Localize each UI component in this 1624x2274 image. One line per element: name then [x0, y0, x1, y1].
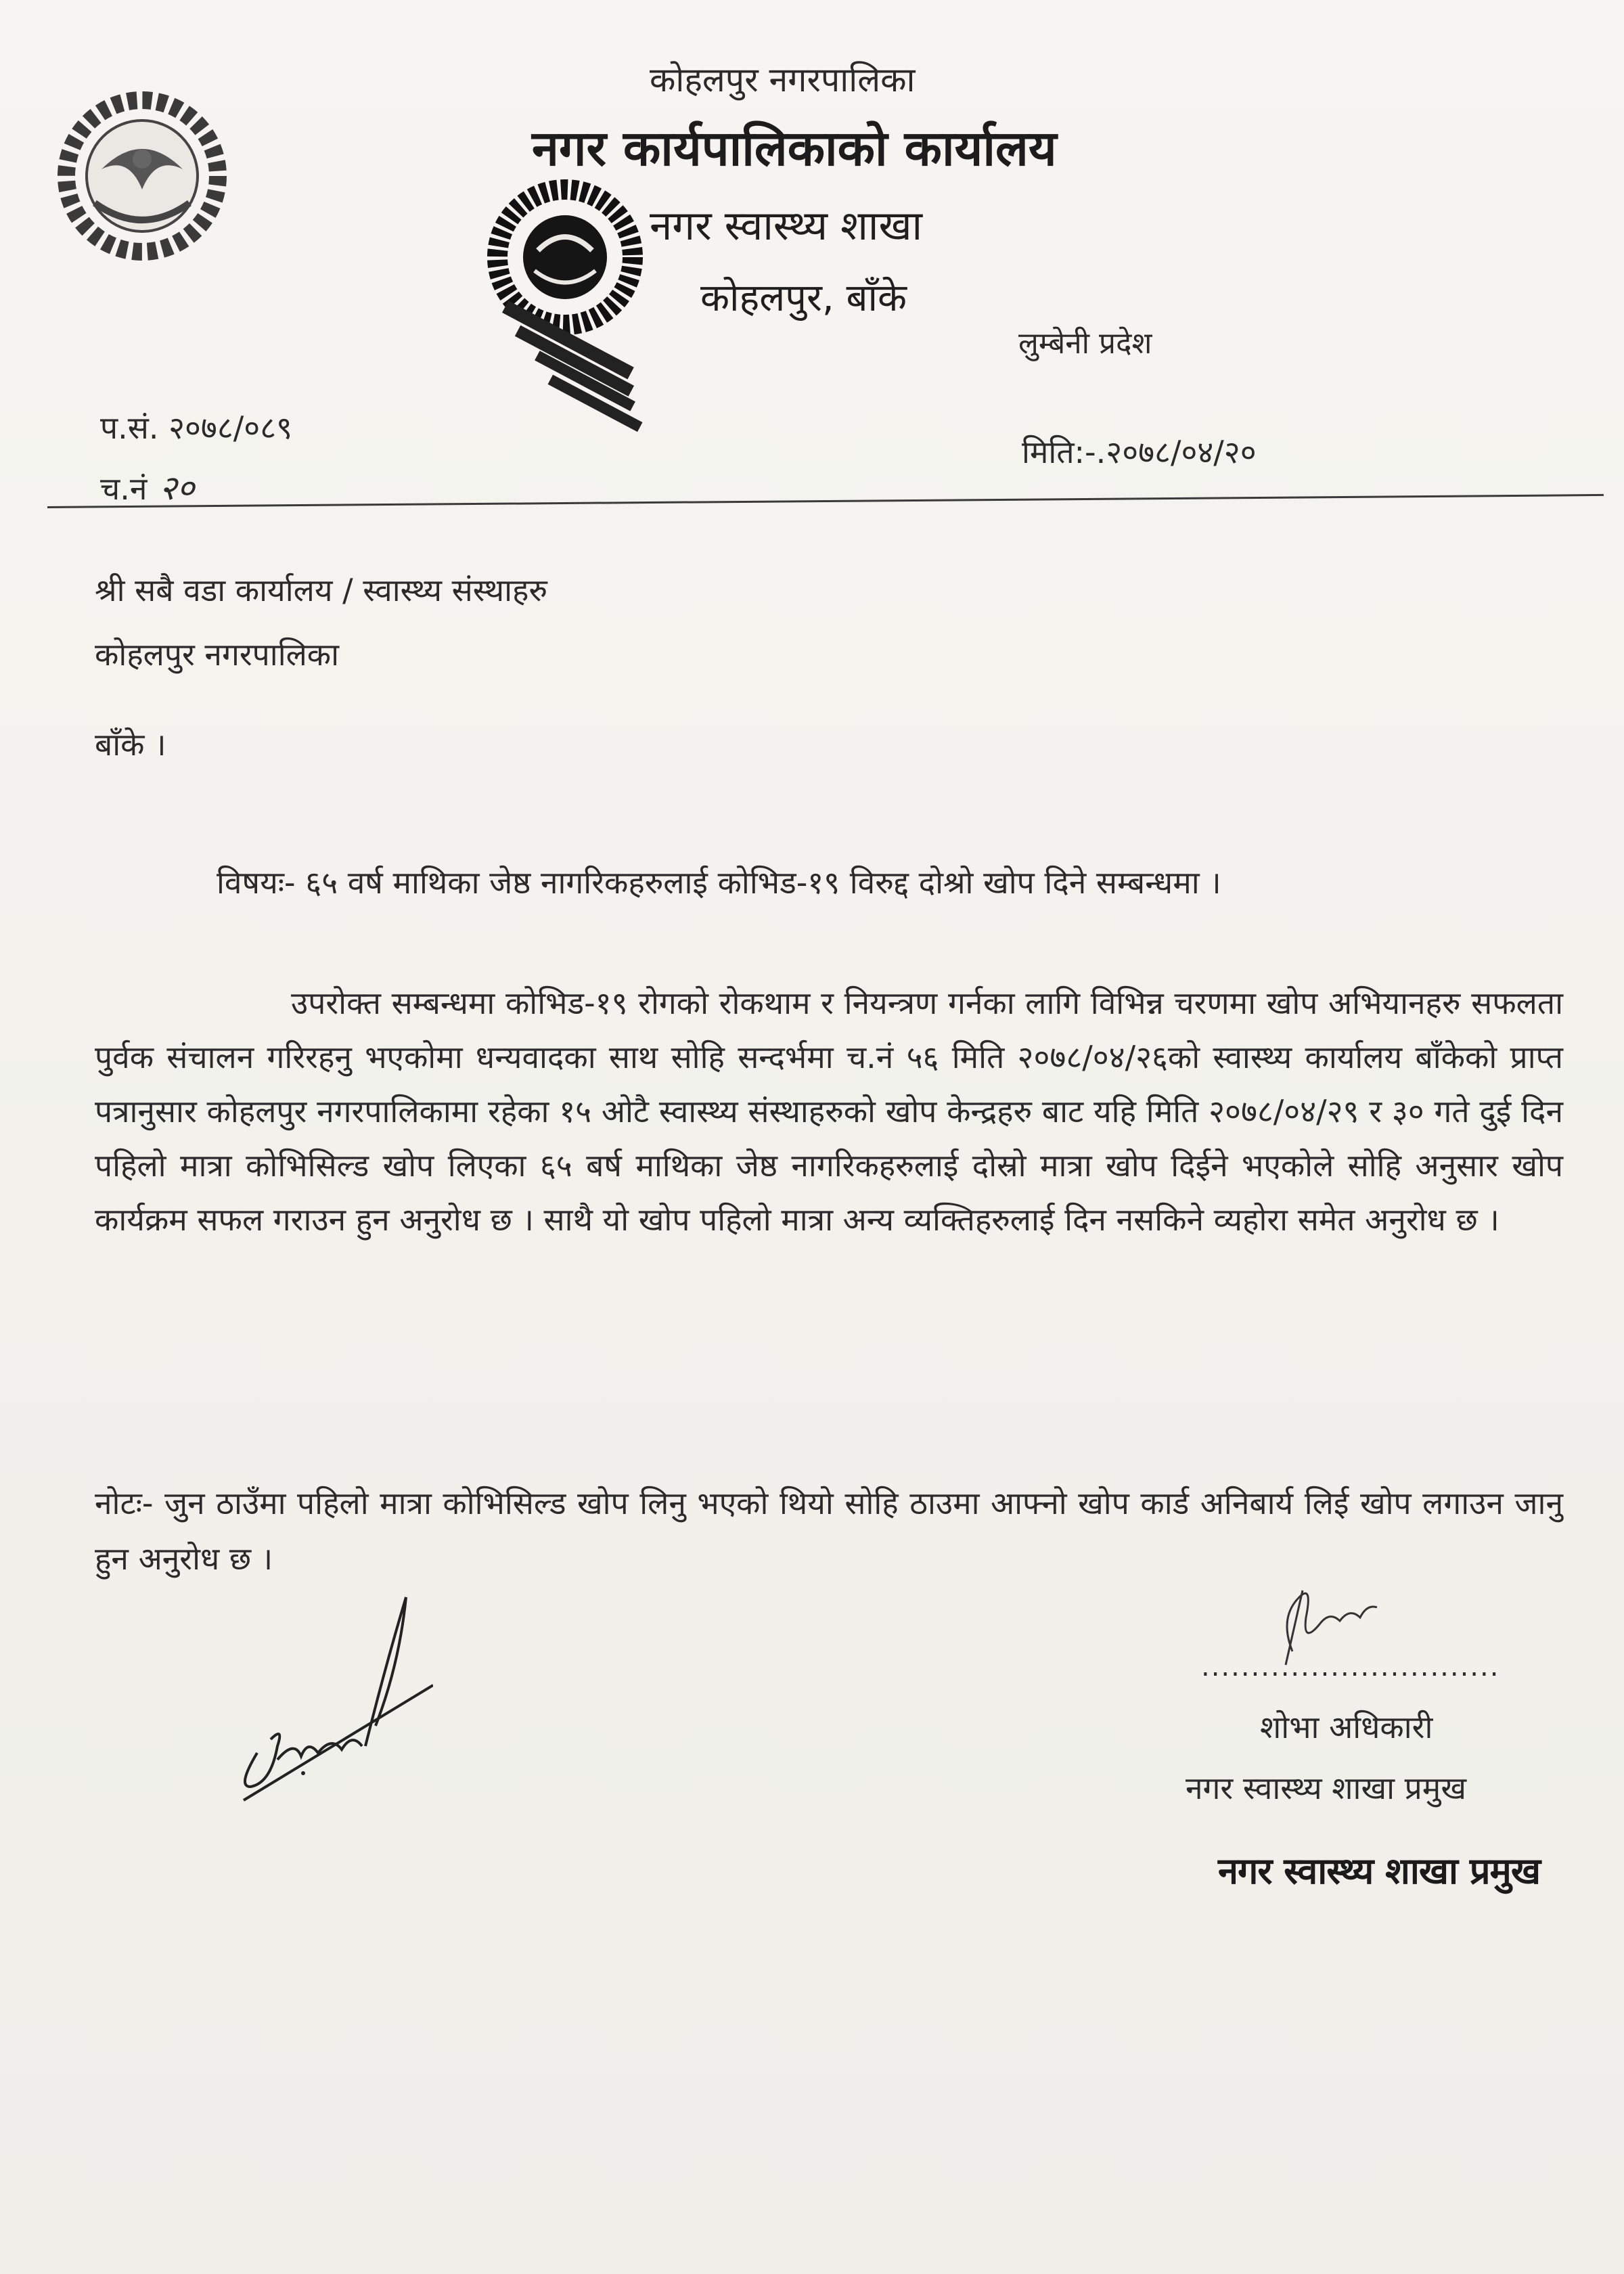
signature-line: .............................. [1201, 1651, 1500, 1682]
dispatch-number [100, 464, 194, 510]
office-name: नगर कार्यपालिकाको कार्यालय [532, 120, 1057, 177]
office-address: कोहलपुर, बाँके [700, 276, 907, 320]
left-signature [230, 1584, 433, 1814]
municipality-name: कोहलपुर नगरपालिका [650, 60, 916, 99]
role-stamp: नगर स्वास्थ्य शाखा प्रमुख [1218, 1850, 1541, 1892]
province-name: लुम्बेनी प्रदेश [1018, 326, 1152, 361]
recipient-line-1: श्री सबै वडा कार्यालय / स्वास्थ्य संस्थाहरु [95, 572, 547, 608]
letter-body: उपरोक्त सम्बन्धमा कोभिड-१९ रोगको रोकथाम र नियन्त्रण गर्नका लागि विभिन्न चरणमा खोप अभियानहरु सफलता पुर्वक संचालन गरिरहनु भएकोमा धन्यवादका साथ सोहि सन्दर्भमा च.नं ५६ मिति २०७८/०४/२६को स्वास्थ्य कार्यालय बाँकेको प्राप्त पत्रानुसार कोहलपुर नगरपालिकामा रहेका १५ ओटै स्वास्थ्य संस्थाहरुको खोप केन्द्रहरु बाट यहि मिति २०७८/०४/२९ र ३० गते दुई दिन पहिलो मात्रा कोभिसिल्ड खोप लिएका ६५ बर्ष माथिका जेष्ठ नागरिकहरुलाई दोस्रो मात्रा खोप दिईने भएकोले सोहि अनुसार खोप कार्यक्रम सफल गराउन हुन अनुरोध छ । साथै यो खोप पहिलो मात्रा अन्य व्यक्तिहरुलाई दिन नसकिने व्यहोरा समेत अनुरोध छ । [95, 985, 1563, 1238]
letter-note: नोटः- जुन ठाउँमा पहिलो मात्रा कोभिसिल्ड खोप लिनु भएको थियो सोहि ठाउमा आफ्नो खोप कार्ड अनिबार्य लिई खोप लगाउन जानु हुन अनुरोध छ । [95, 1485, 1563, 1577]
dispatch-label: च.नं [100, 470, 148, 507]
signatory-role: नगर स्वास्थ्य शाखा प्रमुख [1186, 1770, 1466, 1806]
dispatch-value: २० [159, 468, 195, 508]
government-emblem [54, 88, 230, 264]
letter-date: मिति:-.२०७८/०४/२० [1022, 434, 1257, 470]
recipient-line-2: कोहलपुर नगरपालिका [95, 636, 340, 673]
letter-subject: विषयः- ६५ वर्ष माथिका जेष्ठ नागरिकहरुलाई कोभिड-१९ विरुद्द दोश्रो खोप दिने सम्बन्धमा । [217, 864, 1221, 901]
recipient-line-3: बाँके । [95, 726, 166, 763]
header-divider [47, 494, 1604, 508]
reference-number: प.सं. २०७८/०८९ [100, 409, 293, 446]
signatory-name: शोभा अधिकारी [1260, 1709, 1433, 1745]
branch-name: नगर स्वास्थ्य शाखा [650, 202, 923, 250]
